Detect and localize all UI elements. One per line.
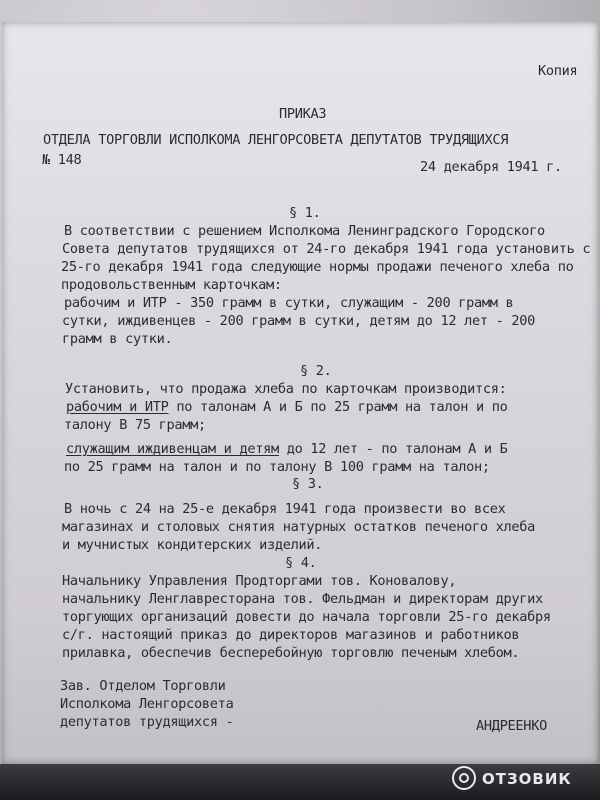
signatory-name: АНДРЕЕНКО — [476, 718, 547, 734]
section-2-line-rest: до 12 лет - по талонам А и Б — [278, 441, 508, 457]
section-2-line — [66, 398, 508, 416]
section-1-line: продовольственным карточкам: — [61, 277, 282, 293]
section-4-line: Начальнику Управления Продторгами тов. Коновалову, — [62, 573, 457, 589]
underlined-phrase: служащим иждивенцам и детям — [66, 441, 279, 457]
section-3-heading: § 3. — [292, 476, 324, 492]
section-4-line: с/г. настоящий приказ до директоров магазинов и работников — [62, 627, 520, 643]
signature-line: депутатов трудящихся - — [60, 714, 234, 730]
section-2-line — [66, 440, 508, 458]
section-1-line: рабочим и ИТР - 350 грамм в сутки, служащим - 200 грамм в — [64, 295, 514, 311]
document-title: ПРИКАЗ — [279, 106, 327, 122]
section-2-line: Установить, что продажа хлеба по карточкам производится: — [65, 381, 507, 397]
section-1-line: Совета депутатов трудящихся от 24-го декабря 1941 года установить с — [62, 241, 591, 257]
underlined-phrase: рабочим и ИТР — [66, 399, 169, 415]
watermark-text: ОТЗОВИК — [482, 770, 572, 788]
copy-label: Копия — [538, 63, 578, 79]
signature-line: Исполкома Ленгорсовета — [60, 696, 234, 712]
section-1-line: грамм в сутки. — [62, 331, 173, 347]
order-date: 24 декабря 1941 г. — [420, 159, 562, 175]
watermark — [452, 762, 598, 796]
section-1-line: В соответствии с решением Исполкома Ленинградского Городского — [64, 223, 545, 239]
section-3-line: В ночь с 24 на 25-е декабря 1941 года произвести во всех — [64, 501, 506, 517]
section-3-line: магазинах и столовых снятия натурных остатков печеного хлеба — [62, 519, 536, 535]
otzovik-logo-icon — [452, 766, 476, 790]
section-4-line: начальнику Ленглавресторана тов. Фельдман и директорам других — [62, 591, 543, 607]
section-2-heading: § 2. — [300, 363, 332, 379]
document-subtitle: ОТДЕЛА ТОРГОВЛИ ИСПОЛКОМА ЛЕНГОРСОВЕТА ДЕПУТАТОВ ТРУДЯЩИХСЯ — [43, 132, 509, 148]
section-2-line-rest: по талонам А и Б по 25 грамм на талон и по — [168, 399, 508, 415]
signature-line: Зав. Отделом Торговли — [60, 678, 226, 694]
document-sheet — [2, 22, 598, 764]
section-1-heading: § 1. — [289, 205, 321, 221]
section-2-line: по 25 грамм на талон и по талону В 100 грамм на талон; — [64, 459, 490, 475]
order-number: № 148 — [42, 152, 82, 168]
section-4-line: прилавка, обеспечив бесперебойную торговлю печеным хлебом. — [62, 645, 520, 661]
section-4-line: торгующих организаций довести до начала торговли 25-го декабря — [62, 609, 551, 625]
section-1-line: 25-го декабря 1941 года следующие нормы продажи печеного хлеба по — [61, 259, 574, 275]
section-2-line: талону В 75 грамм; — [64, 417, 206, 433]
section-4-heading: § 4. — [285, 555, 317, 571]
section-3-line: и мучнистых кондитерских изделий. — [62, 537, 323, 553]
section-1-line: сутки, иждивенцев - 200 грамм в сутки, детям до 12 лет - 200 — [62, 313, 536, 329]
